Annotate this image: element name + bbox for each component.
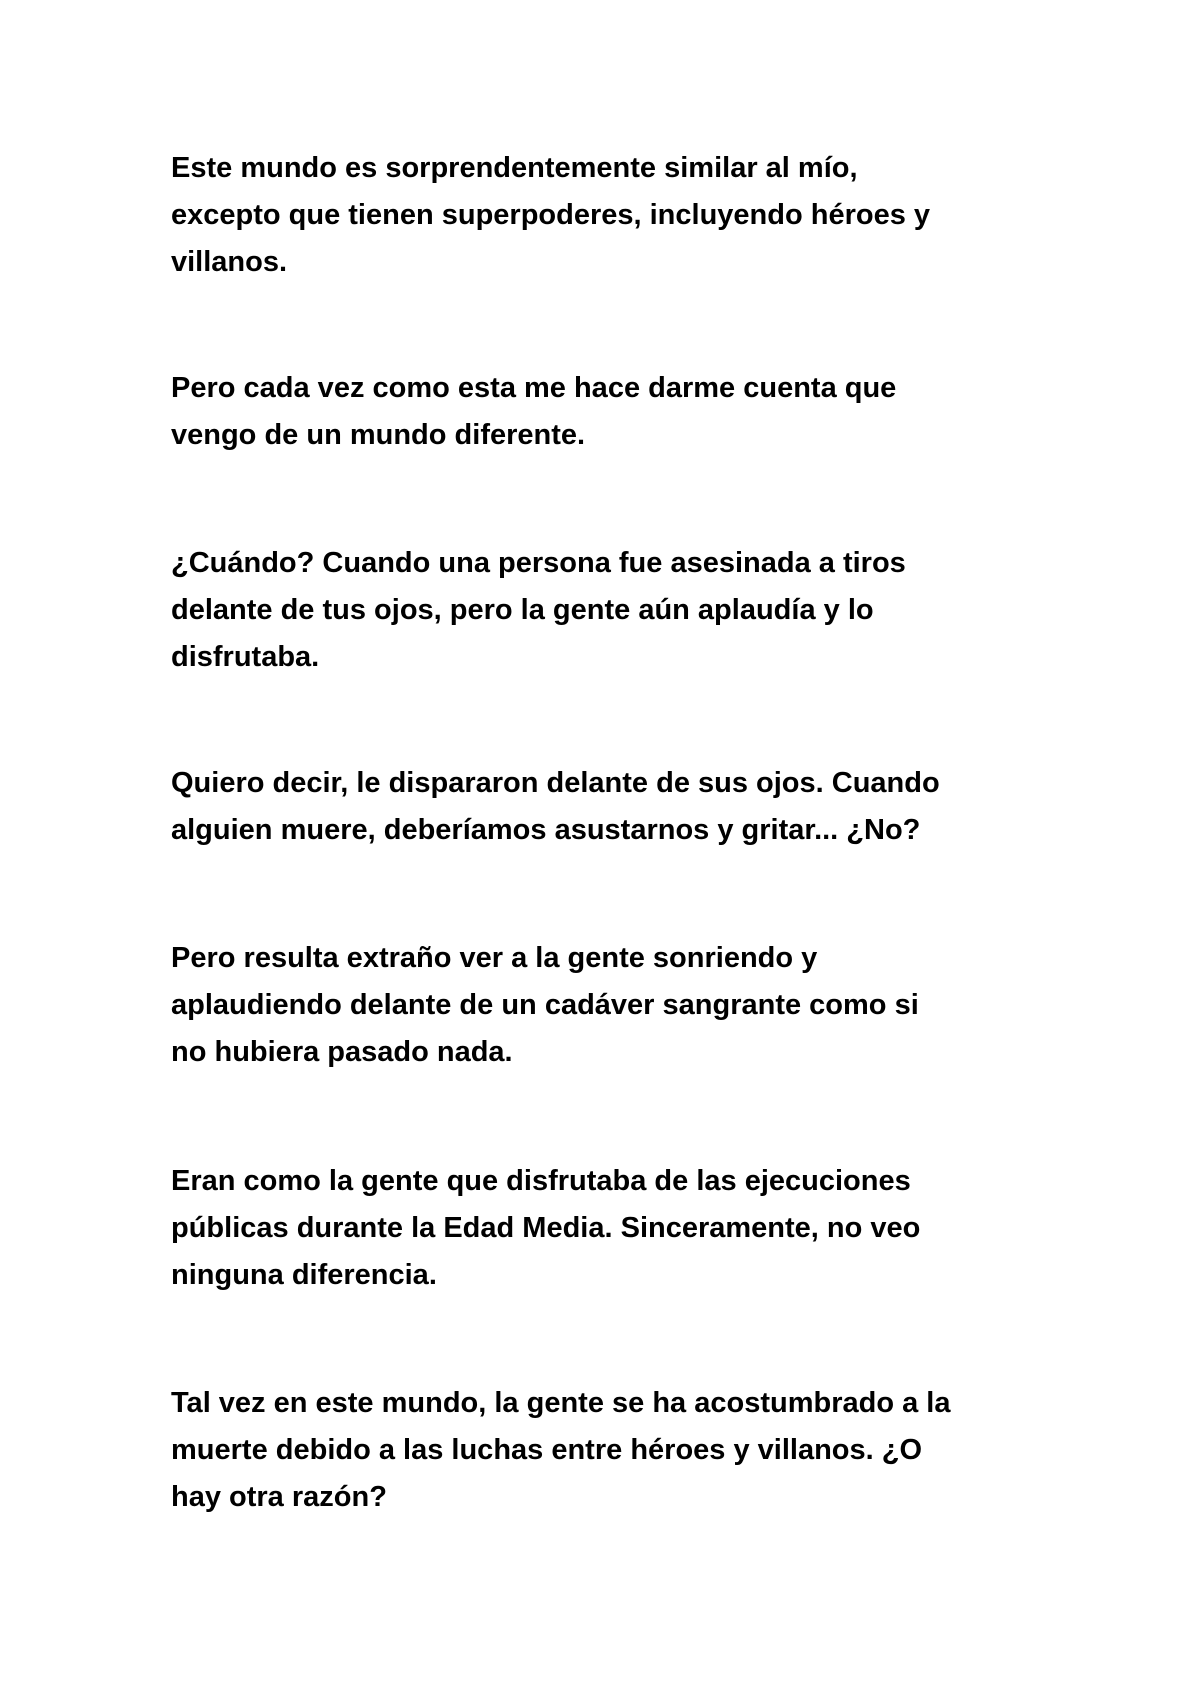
text-line: hay otra razón? <box>171 1481 387 1513</box>
paragraph-3 <box>171 540 1051 681</box>
text-line: excepto que tienen superpoderes, incluyendo héroes y <box>171 199 931 231</box>
text-line: vengo de un mundo diferente. <box>171 419 586 451</box>
text-line: Quiero decir, le dispararon delante de sus ojos. Cuando <box>171 767 940 799</box>
text-line: Pero cada vez como esta me hace darme cuenta que <box>171 372 897 404</box>
text-line: públicas durante la Edad Media. Sinceramente, no veo <box>171 1212 921 1244</box>
text-line: Este mundo es sorprendentemente similar al mío, <box>171 152 858 184</box>
paragraph-4 <box>171 760 1051 854</box>
text-line: Pero resulta extraño ver a la gente sonriendo y <box>171 942 818 974</box>
paragraph-7 <box>171 1380 1051 1521</box>
text-line: villanos. <box>171 246 288 278</box>
text-line: no hubiera pasado nada. <box>171 1036 513 1068</box>
text-line: aplaudiendo delante de un cadáver sangrante como si <box>171 989 919 1021</box>
text-line: delante de tus ojos, pero la gente aún aplaudía y lo <box>171 594 874 626</box>
paragraph-5 <box>171 935 1051 1076</box>
text-line: Eran como la gente que disfrutaba de las ejecuciones <box>171 1165 911 1197</box>
text-line: ¿Cuándo? Cuando una persona fue asesinada a tiros <box>171 547 906 579</box>
text-line: ninguna diferencia. <box>171 1259 437 1291</box>
text-line: alguien muere, deberíamos asustarnos y gritar... ¿No? <box>171 814 921 846</box>
paragraph-6 <box>171 1158 1051 1299</box>
text-line: Tal vez en este mundo, la gente se ha acostumbrado a la <box>171 1387 951 1419</box>
paragraph-2 <box>171 365 1051 459</box>
text-line: muerte debido a las luchas entre héroes y villanos. ¿O <box>171 1434 923 1466</box>
text-line: disfrutaba. <box>171 641 320 673</box>
paragraph-1 <box>171 145 1051 286</box>
